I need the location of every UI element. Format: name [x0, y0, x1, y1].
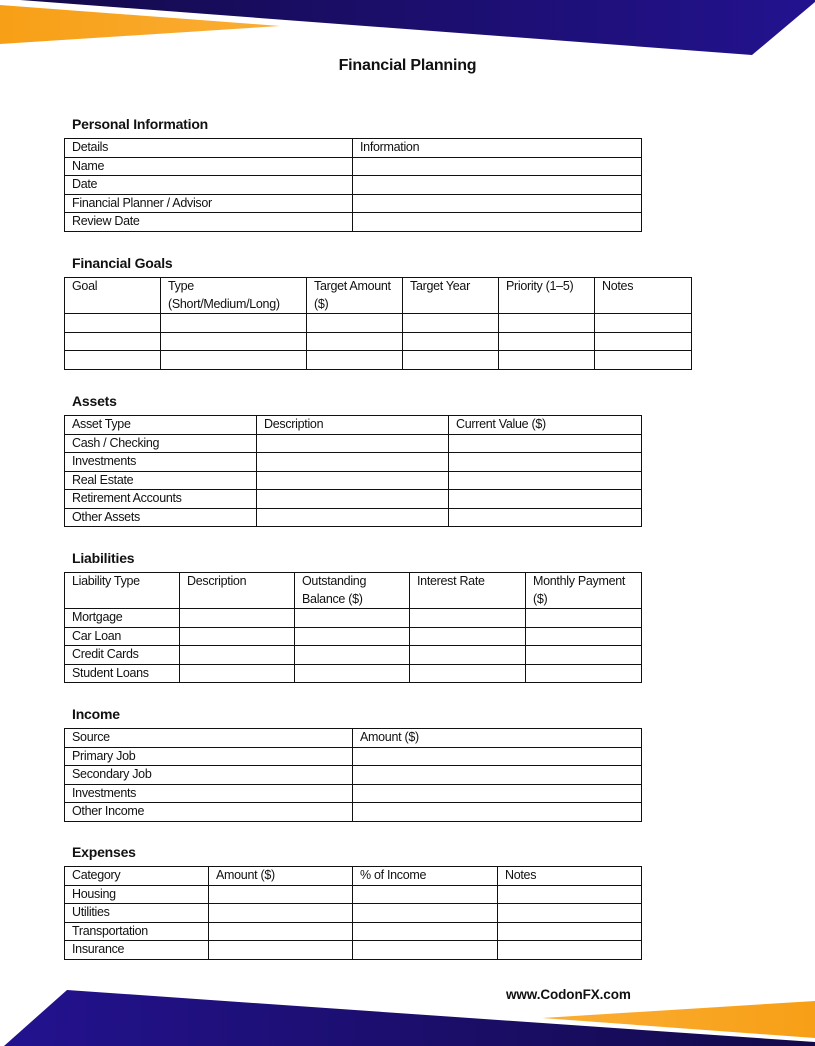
row-label: Date: [65, 176, 353, 195]
table-row: [65, 471, 642, 490]
row-label: Insurance: [65, 941, 209, 960]
table-row: [65, 885, 642, 904]
table-header-row: [65, 573, 642, 609]
table-row: [65, 157, 642, 176]
table-header-row: [65, 278, 692, 314]
row-label: Utilities: [65, 904, 209, 923]
table-row: [65, 213, 642, 232]
input-cell[interactable]: [307, 332, 403, 351]
input-cell[interactable]: [353, 941, 498, 960]
input-cell[interactable]: [209, 941, 353, 960]
row-label: Investments: [65, 784, 353, 803]
input-cell[interactable]: [595, 351, 692, 370]
input-cell[interactable]: [257, 471, 449, 490]
personal-information-table: [64, 138, 642, 232]
table-row: [65, 453, 642, 472]
input-cell[interactable]: [499, 314, 595, 333]
header-decoration: [0, 0, 815, 60]
row-label: Primary Job: [65, 747, 353, 766]
input-cell[interactable]: [353, 803, 642, 822]
column-header: % of Income: [353, 867, 498, 886]
input-cell[interactable]: [180, 646, 295, 665]
input-cell-name[interactable]: [353, 157, 642, 176]
input-cell[interactable]: [449, 453, 642, 472]
table-row: [65, 784, 642, 803]
input-cell[interactable]: [353, 885, 498, 904]
input-cell[interactable]: [161, 332, 307, 351]
row-label: Mortgage: [65, 609, 180, 628]
input-cell[interactable]: [526, 646, 642, 665]
column-header: Information: [353, 139, 642, 158]
column-header: Target Amount ($): [307, 278, 403, 314]
section-title-assets: Assets: [72, 393, 117, 409]
document-title: Financial Planning: [338, 57, 477, 74]
input-cell[interactable]: [295, 627, 410, 646]
table-row: [65, 747, 642, 766]
column-header: Description: [257, 416, 449, 435]
input-cell[interactable]: [595, 314, 692, 333]
table-header-row: [65, 139, 642, 158]
column-header: Amount ($): [209, 867, 353, 886]
input-cell[interactable]: [403, 351, 499, 370]
table-row: [65, 314, 692, 333]
input-cell[interactable]: [295, 664, 410, 683]
input-cell-date[interactable]: [353, 176, 642, 195]
row-label: Cash / Checking: [65, 434, 257, 453]
table-row: [65, 351, 692, 370]
input-cell[interactable]: [257, 434, 449, 453]
column-header: Notes: [498, 867, 642, 886]
input-cell[interactable]: [209, 885, 353, 904]
column-header: Asset Type: [65, 416, 257, 435]
input-cell[interactable]: [65, 332, 161, 351]
column-header: Details: [65, 139, 353, 158]
row-label: Car Loan: [65, 627, 180, 646]
column-header: Target Year: [403, 278, 499, 314]
column-header: Type (Short/Medium/Long): [161, 278, 307, 314]
column-header: Priority (1–5): [499, 278, 595, 314]
row-label: Retirement Accounts: [65, 490, 257, 509]
column-header: Liability Type: [65, 573, 180, 609]
liabilities-table: [64, 572, 642, 683]
row-label: Secondary Job: [65, 766, 353, 785]
footer-decoration: [0, 985, 815, 1046]
input-cell[interactable]: [161, 314, 307, 333]
section-title-personal-information: Personal Information: [72, 116, 209, 132]
table-row: [65, 904, 642, 923]
input-cell[interactable]: [307, 314, 403, 333]
table-row: [65, 664, 642, 683]
section-title-liabilities: Liabilities: [72, 550, 135, 566]
input-cell[interactable]: [209, 904, 353, 923]
table-row: [65, 803, 642, 822]
input-cell[interactable]: [410, 664, 526, 683]
input-cell[interactable]: [499, 351, 595, 370]
financial-goals-table: [64, 277, 692, 370]
table-row: [65, 627, 642, 646]
input-cell[interactable]: [410, 646, 526, 665]
table-row: [65, 490, 642, 509]
input-cell-advisor[interactable]: [353, 194, 642, 213]
column-header: Category: [65, 867, 209, 886]
input-cell[interactable]: [257, 508, 449, 527]
input-cell-review-date[interactable]: [353, 213, 642, 232]
input-cell[interactable]: [295, 646, 410, 665]
input-cell[interactable]: [449, 508, 642, 527]
table-row: [65, 194, 642, 213]
input-cell[interactable]: [449, 434, 642, 453]
row-label: Housing: [65, 885, 209, 904]
input-cell[interactable]: [498, 941, 642, 960]
row-label: Other Assets: [65, 508, 257, 527]
input-cell[interactable]: [353, 904, 498, 923]
row-label: Financial Planner / Advisor: [65, 194, 353, 213]
input-cell[interactable]: [180, 627, 295, 646]
table-row: [65, 609, 642, 628]
footer-website-link[interactable]: www.CodonFX.com: [506, 987, 631, 1002]
row-label: Credit Cards: [65, 646, 180, 665]
column-header: Amount ($): [353, 729, 642, 748]
table-row: [65, 434, 642, 453]
table-row: [65, 766, 642, 785]
table-row: [65, 508, 642, 527]
column-header: Interest Rate: [410, 573, 526, 609]
input-cell[interactable]: [353, 747, 642, 766]
column-header: Notes: [595, 278, 692, 314]
table-header-row: [65, 416, 642, 435]
table-row: [65, 646, 642, 665]
input-cell[interactable]: [161, 351, 307, 370]
table-row: [65, 176, 642, 195]
row-label: Investments: [65, 453, 257, 472]
input-cell[interactable]: [449, 490, 642, 509]
section-title-expenses: Expenses: [72, 844, 136, 860]
input-cell[interactable]: [257, 490, 449, 509]
table-row: [65, 332, 692, 351]
assets-table: [64, 415, 642, 527]
row-label: Other Income: [65, 803, 353, 822]
input-cell[interactable]: [449, 471, 642, 490]
input-cell[interactable]: [498, 885, 642, 904]
row-label: Transportation: [65, 922, 209, 941]
row-label: Student Loans: [65, 664, 180, 683]
table-header-row: [65, 867, 642, 886]
input-cell[interactable]: [353, 784, 642, 803]
input-cell[interactable]: [180, 609, 295, 628]
section-title-income: Income: [72, 706, 120, 722]
table-row: [65, 941, 642, 960]
input-cell[interactable]: [257, 453, 449, 472]
column-header: Goal: [65, 278, 161, 314]
row-label: Review Date: [65, 213, 353, 232]
row-label: Real Estate: [65, 471, 257, 490]
input-cell[interactable]: [526, 627, 642, 646]
input-cell[interactable]: [307, 351, 403, 370]
input-cell[interactable]: [410, 627, 526, 646]
input-cell[interactable]: [526, 609, 642, 628]
input-cell[interactable]: [498, 922, 642, 941]
input-cell[interactable]: [403, 314, 499, 333]
income-table: [64, 728, 642, 822]
input-cell[interactable]: [65, 314, 161, 333]
column-header: Monthly Payment ($): [526, 573, 642, 609]
input-cell[interactable]: [180, 664, 295, 683]
column-header: Outstanding Balance ($): [295, 573, 410, 609]
input-cell[interactable]: [295, 609, 410, 628]
column-header: Description: [180, 573, 295, 609]
input-cell[interactable]: [209, 922, 353, 941]
expenses-table: [64, 866, 642, 960]
input-cell[interactable]: [595, 332, 692, 351]
section-title-financial-goals: Financial Goals: [72, 255, 173, 271]
input-cell[interactable]: [499, 332, 595, 351]
input-cell[interactable]: [526, 664, 642, 683]
table-row: [65, 922, 642, 941]
input-cell[interactable]: [353, 922, 498, 941]
input-cell[interactable]: [353, 766, 642, 785]
input-cell[interactable]: [403, 332, 499, 351]
row-label: Name: [65, 157, 353, 176]
column-header: Source: [65, 729, 353, 748]
input-cell[interactable]: [65, 351, 161, 370]
column-header: Current Value ($): [449, 416, 642, 435]
input-cell[interactable]: [498, 904, 642, 923]
table-header-row: [65, 729, 642, 748]
input-cell[interactable]: [410, 609, 526, 628]
